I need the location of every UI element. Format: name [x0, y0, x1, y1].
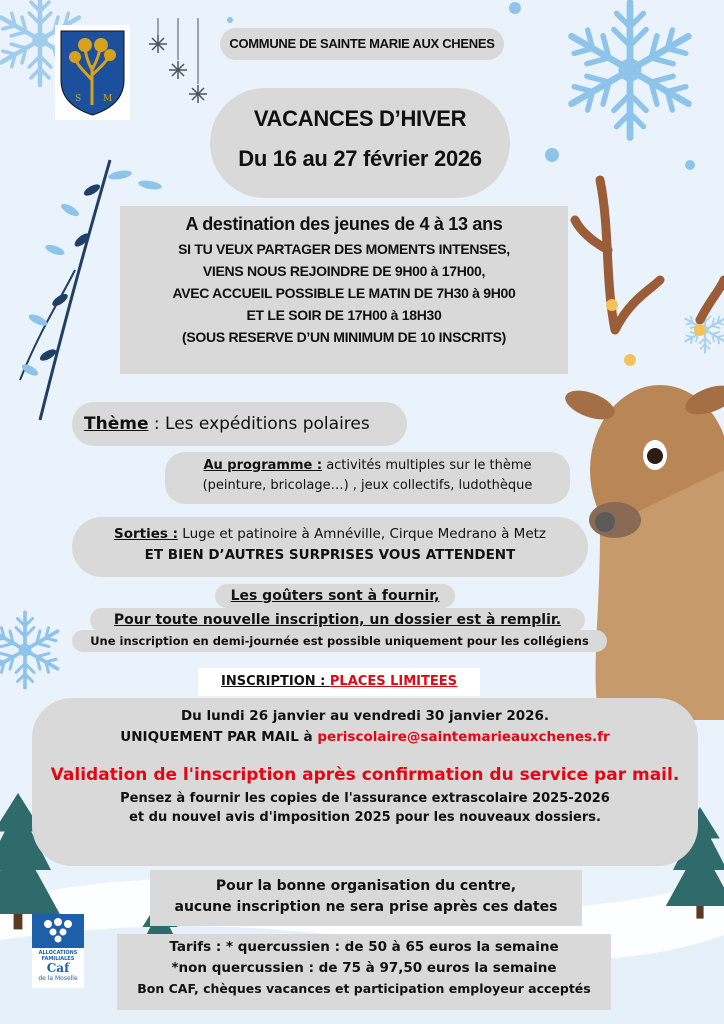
theme-pill: [72, 402, 407, 446]
caf-alloc-text: ALLOCATIONS FAMILIALES: [38, 950, 78, 962]
intro-line: (SOUS RESERVE D’UN MINIMUM DE 10 INSCRITS): [182, 329, 506, 345]
mail-prefix: UNIQUEMENT PAR MAIL à: [120, 729, 318, 745]
docs-line2: et du nouvel avis d'imposition 2025 pour les nouveaux dossiers.: [129, 810, 601, 825]
theme-label: Thème: [84, 414, 149, 434]
inscription-header: [198, 668, 480, 696]
programme-line1: activités multiples sur le thème: [322, 458, 532, 473]
commune-name: COMMUNE DE SAINTE MARIE AUX CHENES: [229, 36, 495, 51]
snowflake-icon: [0, 613, 62, 688]
organisation-line1: Pour la bonne organisation du centre,: [215, 878, 517, 894]
page-title: VACANCES D’HIVER: [253, 106, 467, 131]
crest-icon: [55, 25, 130, 120]
sorties-box: [72, 517, 588, 577]
tarifs-line3: Bon CAF, chèques vacances et participation employeur acceptés: [137, 981, 591, 996]
commune-banner: [220, 28, 504, 60]
sorties-label: Sorties :: [113, 526, 179, 542]
inscription-period: Du lundi 26 janvier au vendredi 30 janvier 2026.: [180, 708, 550, 724]
organisation-line2: aucune inscription ne sera prise après ces dates: [174, 899, 558, 915]
title-cloud: [210, 88, 510, 198]
tarifs-line1: Tarifs : * quercussien : de 50 à 65 euros la semaine: [169, 939, 559, 955]
sorties-line1: Luge et patinoire à Amnéville, Cirque Medrano à Metz: [178, 526, 547, 542]
organisation-box: [150, 870, 582, 926]
caf-brand-text: Caf: [46, 961, 70, 975]
theme-separator: :: [148, 414, 166, 434]
page-dates: Du 16 au 27 février 2026: [238, 146, 482, 171]
intro-line: VIENS NOUS REJOINDRE DE 9H00 à 17H00,: [202, 263, 486, 279]
programme-box: [165, 452, 570, 504]
gouters-note: [215, 584, 455, 608]
snowflake-icon: [563, 2, 696, 137]
tarifs-line2: *non quercussien : de 75 à 97,50 euros la semaine: [171, 960, 557, 976]
hanging-ornament-icon: [149, 18, 207, 103]
theme-value: Les expéditions polaires: [165, 414, 370, 434]
intro-line: SI TU VEUX PARTAGER DES MOMENTS INTENSES,: [178, 241, 510, 257]
email-link[interactable]: periscolaire@saintemarieauxchenes.fr: [317, 729, 610, 745]
caf-family-icon: [32, 914, 84, 948]
dossier-note: [90, 608, 585, 632]
programme-line2: (peinture, bricolage…) , jeux collectifs, ludothèque: [202, 478, 533, 493]
dossier-text: Pour toute nouvelle inscription, un dossier est à remplir.: [113, 612, 562, 628]
validation-text: Validation de l'inscription après confirmation du service par mail.: [50, 765, 680, 785]
tarifs-box: [117, 934, 611, 1010]
college-note: [72, 630, 607, 652]
sorties-line2: ET BIEN D’AUTRES SURPRISES VOUS ATTENDENT: [144, 547, 516, 563]
programme-label: Au programme :: [203, 458, 323, 473]
intro-box: [120, 206, 568, 374]
inscription-box: [32, 698, 698, 866]
intro-line: ET LE SOIR DE 17H00 à 18H30: [246, 307, 442, 323]
college-text: Une inscription en demi-journée est possible uniquement pour les collégiens: [90, 634, 589, 648]
caf-logo: [32, 914, 84, 988]
svg-text:M: M: [103, 94, 113, 104]
caf-moselle-text: de la Moselle: [38, 975, 78, 982]
intro-line: AVEC ACCUEIL POSSIBLE LE MATIN DE 7H30 à 9H00: [172, 285, 516, 301]
inscription-label: INSCRIPTION :: [221, 674, 330, 689]
places-limitees: PLACES LIMITEES: [329, 674, 457, 689]
svg-text:S: S: [75, 94, 82, 104]
gouters-text: Les goûters sont à fournir,: [230, 588, 440, 604]
intro-line: A destination des jeunes de 4 à 13 ans: [185, 214, 503, 234]
docs-line1: Pensez à fournir les copies de l'assurance extrascolaire 2025-2026: [120, 791, 610, 806]
